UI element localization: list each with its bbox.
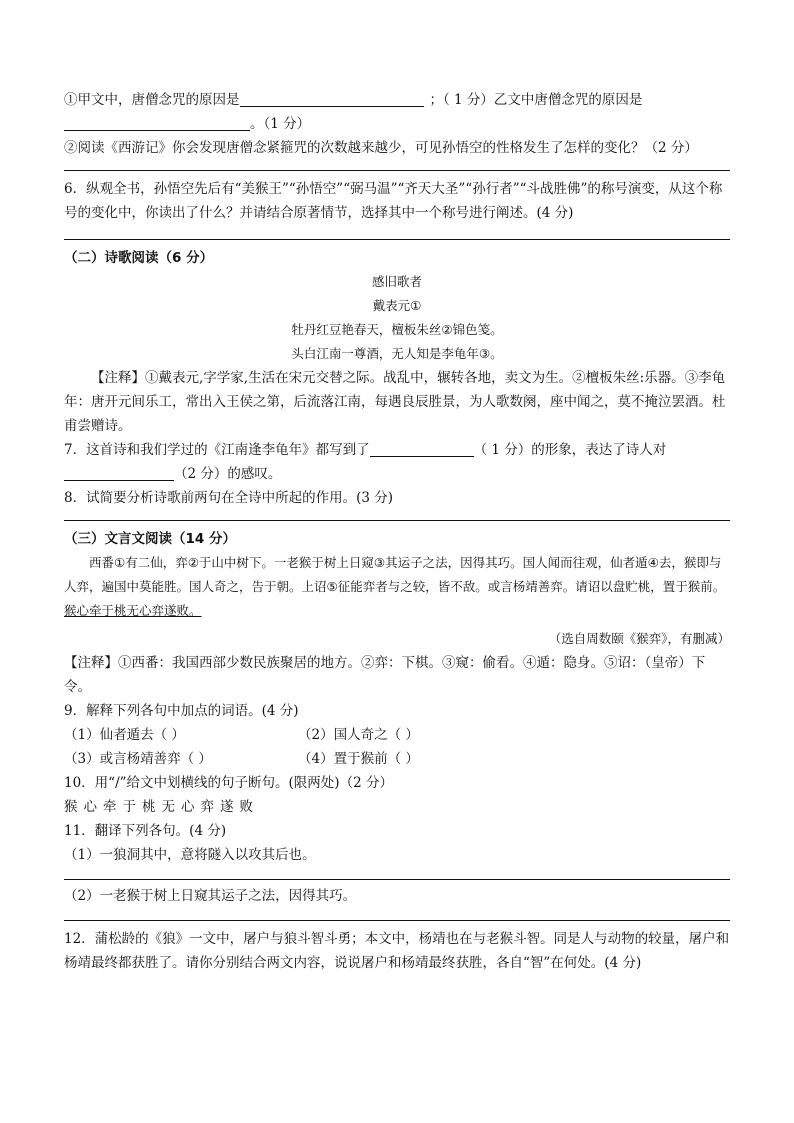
q12-question: 12．蒲松龄的《狼》一文中，屠户与狼斗智斗勇；本文中，杨靖也在与老猴斗智。同是人与动物的较量，屠户和杨靖最终都获胜了。请你分别结合两文内容，说说屠户和杨靖最终获胜，各自“智”在何处。(4 分) [64, 931, 730, 971]
q5-sub1-text-b: ；（ 1 分）乙文中唐僧念咒的原因是 [429, 92, 643, 108]
q5-answer-blank-2[interactable] [64, 114, 250, 131]
q9-item-3[interactable]: （3）或言杨靖善弈（ ） [64, 751, 212, 767]
q5-sub1-text-a: ①甲文中，唐僧念咒的原因是 [64, 92, 240, 108]
poem-line-2: 头白江南一尊酒，无人知是李龟年③。 [291, 346, 503, 361]
q9-question: 9．解释下列各句中加点的词语。(4 分) [64, 703, 299, 719]
classical-section-heading: （三）文言文阅读（14 分） [64, 531, 236, 547]
q7-line2 [64, 462, 730, 486]
q6-question: 6．纵观全书，孙悟空先后有“美猴王”“孙悟空”“弼马温”“齐天大圣”“孙行者”“斗战胜佛”的称号演变，从这个称号的变化中，你读出了什么？并请结合原著情节，选择其中一个称号进行阐述。(4 分) [64, 181, 723, 221]
q11-item-1: （1）一狼洞其中，意将隧入以攻其后也。 [64, 847, 316, 863]
q9-item-4[interactable]: （4）置于猴前（ ） [298, 751, 419, 767]
classical-passage [64, 551, 730, 623]
q5-sub1-line2 [64, 112, 730, 136]
classical-underlined-sentence: 猴心牵于桃无心弈遂败。 [64, 603, 202, 618]
poem-author: 戴表元① [372, 298, 422, 313]
poem-title: 感旧歌者 [371, 274, 422, 289]
exam-page [64, 86, 730, 975]
q8-question: 8．试简要分析诗歌前两句在全诗中所起的作用。(3 分) [64, 490, 394, 506]
q11-item-2: （2）一老猴于树上日窥其运子之法，因得其巧。 [64, 888, 357, 904]
q7-line1 [64, 438, 730, 462]
classical-annotation: 【注释】①西番：我国西部少数民族聚居的地方。②弈：下棋。③窥：偷看。④遁：隐身。⑤诏：（皇帝）下令。 [64, 655, 706, 695]
q10-sentence[interactable]: 猴心牵于桃无心弈遂败 [64, 799, 259, 815]
poetry-section-heading: （二）诗歌阅读（6 分） [64, 250, 214, 266]
q9-row-1 [64, 723, 730, 747]
q11-question: 11．翻译下列各句。(4 分) [64, 823, 227, 839]
poem-annotation: 【注释】①戴表元,字学家,生活在宋元交替之际。战乱中，辗转各地，卖文为生。②檀板朱丝:乐器。③李龟年：唐开元间乐工，常出入王侯之第，后流落江南，每遇良辰胜景，为人歌数阕，座中闻之，莫不掩泣罢酒。杜甫尝赠诗。 [64, 370, 726, 434]
poem-line-1: 牡丹红豆艳春天，檀板朱丝②锦色笺。 [291, 322, 503, 337]
q9-row-2 [64, 747, 730, 771]
q5-sub1-line1 [64, 88, 730, 112]
q9-item-2[interactable]: （2）国人奇之（ ） [298, 727, 419, 743]
q7-text-c: （2 分）的感叹。 [174, 466, 282, 482]
q10-question: 10．用“/”给文中划横线的句子断句。(限两处)（2 分） [64, 775, 393, 791]
q9-item-1[interactable]: （1）仙者遁去（ ） [64, 727, 185, 743]
q7-answer-blank-2[interactable] [64, 464, 174, 481]
q5-answer-blank-1[interactable] [240, 90, 424, 107]
q7-text-b: （ 1 分）的形象，表达了诗人对 [473, 442, 667, 458]
classical-passage-text: 西番①有二仙，弈②于山中树下。一老猴于树上日窥③其运子之法，因得其巧。国人闻而往观，仙者遁④去，猴即与人弈，遍国中莫能胜。国人奇之，告于朝。上诏⑤征能弈者与之较，皆不敌。或言杨靖善弈。请诏以盘贮桃，置于猴前。 [64, 555, 726, 594]
q7-answer-blank-1[interactable] [370, 440, 474, 457]
q7-text-a: 7．这首诗和我们学过的《江南逢李龟年》都写到了 [64, 442, 370, 458]
classical-source: （选自周数颐《猴弈》，有删减） [548, 631, 730, 646]
q5-sub1-text-c: 。（1 分） [250, 116, 311, 132]
q5-sub2: ②阅读《西游记》你会发现唐僧念紧箍咒的次数越来越少，可见孙悟空的性格发生了怎样的变化？（2 分） [64, 140, 698, 156]
